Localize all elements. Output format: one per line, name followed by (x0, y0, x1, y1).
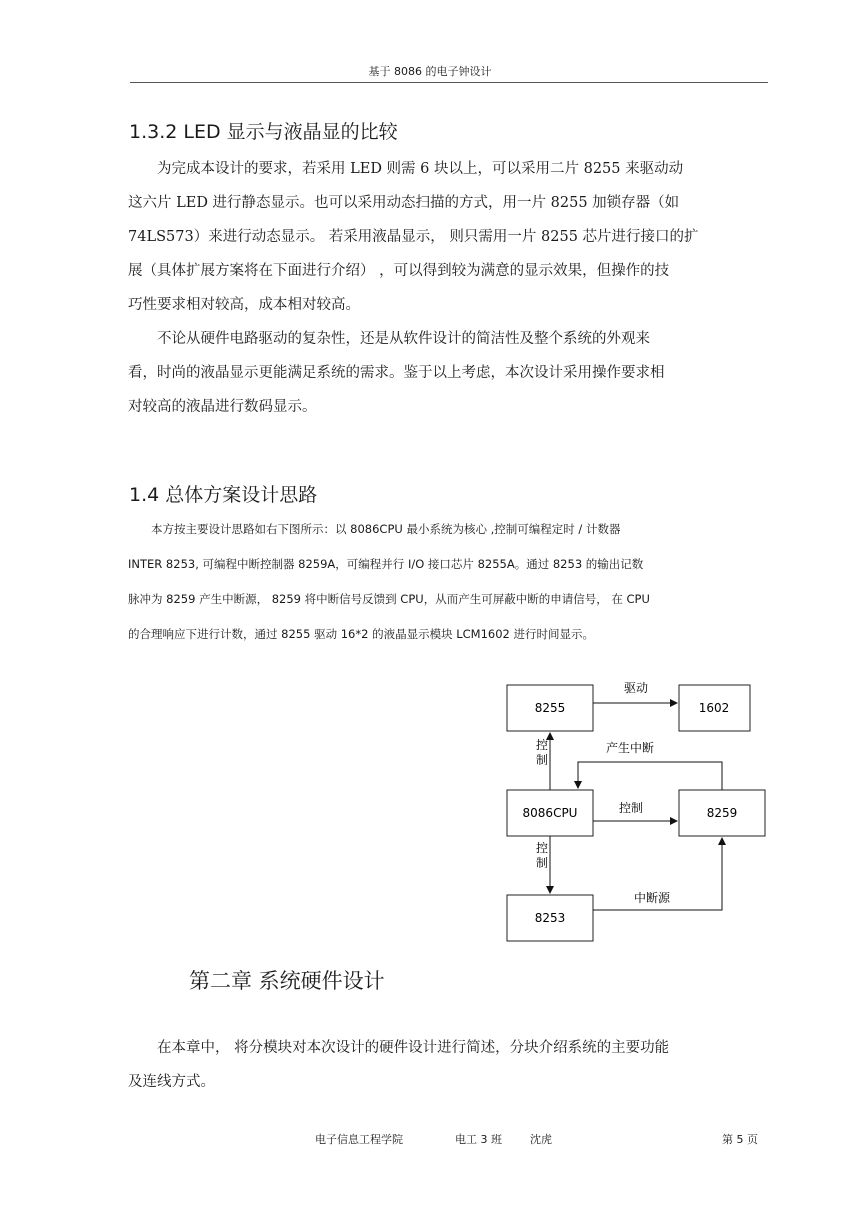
text-line: 展（具体扩展方案将在下面进行介绍） ，可以得到较为满意的显示效果，但操作的技 (128, 263, 670, 279)
footer-name: 沈虎 (530, 1133, 552, 1146)
footer-class: 电工 3 班 (455, 1133, 502, 1146)
text-line: 在本章中， 将分模块对本次设计的硬件设计进行简述，分块介绍系统的主要功能 (128, 1040, 670, 1056)
text-line: 的合理响应下进行计数，通过 8255 驱动 16*2 的液晶显示模块 LCM1602 进行时间显示。 (128, 627, 595, 641)
chapter-heading: 第二章 系统硬件设计 (189, 969, 385, 993)
text-line: 巧性要求相对较高，成本相对较高。 (128, 297, 360, 313)
header-rule (130, 82, 768, 83)
label-control-up-2: 制 (535, 753, 549, 767)
text-line: 74LS573）来进行动态显示。 若采用液晶显示， 则只需用一片 8255 芯片进行接口的扩 (128, 229, 699, 245)
text-line: 对较高的液晶进行数码显示。 (128, 399, 317, 415)
text-line: 这六片 LED 进行静态显示。也可以采用动态扫描的方式，用一片 8255 加锁存器（如 (128, 195, 680, 211)
label-interrupt-source: 中断源 (633, 891, 671, 905)
block-label-8253: 8253 (534, 911, 566, 925)
block-label-1602: 1602 (698, 701, 730, 715)
label-control-down-1: 控 (535, 841, 549, 855)
label-control-right: 控制 (618, 801, 644, 815)
block-label-8086cpu: 8086CPU (522, 806, 578, 820)
text-line: 看，时尚的液晶显示更能满足系统的需求。鉴于以上考虑，本次设计采用操作要求相 (128, 365, 665, 381)
text-line: 及连线方式。 (128, 1074, 215, 1090)
block-label-8255: 8255 (534, 701, 566, 715)
footer-school: 电子信息工程学院 (315, 1133, 403, 1146)
label-interrupt: 产生中断 (605, 741, 655, 755)
text-line: 本方按主要设计思路如右下图所示：以 8086CPU 最小系统为核心 ,控制可编程定时 / 计数器 (128, 522, 621, 536)
text-line: INTER 8253, 可编程中断控制器 8259A，可编程并行 I/O 接口芯片 8255A。通过 8253 的输出记数 (128, 557, 644, 571)
section-heading-1-3-2: 1.3.2 LED 显示与液晶显的比较 (129, 121, 398, 143)
block-label-8259: 8259 (706, 806, 738, 820)
label-control-up-1: 控 (535, 738, 549, 752)
page-number: 第 5 页 (722, 1133, 758, 1146)
paragraph-overall-design (128, 512, 770, 652)
text-line: 为完成本设计的要求，若采用 LED 则需 6 块以上，可以采用二片 8255 来驱动动 (128, 161, 684, 177)
paragraph-chapter-intro (128, 1031, 768, 1099)
text-line: 脉冲为 8259 产生中断源， 8259 将中断信号反馈到 CPU，从而产生可屏蔽中断的申请信号， 在 CPU (128, 592, 650, 606)
arrow-interrupt (578, 762, 722, 790)
paragraph-lcd-choice (128, 322, 768, 424)
text-line: 不论从硬件电路驱动的复杂性，还是从软件设计的简洁性及整个系统的外观来 (128, 331, 650, 347)
label-control-down-2: 制 (535, 856, 549, 870)
section-heading-1-4: 1.4 总体方案设计思路 (129, 484, 318, 506)
paragraph-led-comparison (128, 152, 768, 322)
page-header: 基于 8086 的电子钟设计 (368, 65, 492, 78)
label-drive: 驱动 (623, 681, 649, 695)
system-block-diagram (490, 670, 780, 950)
